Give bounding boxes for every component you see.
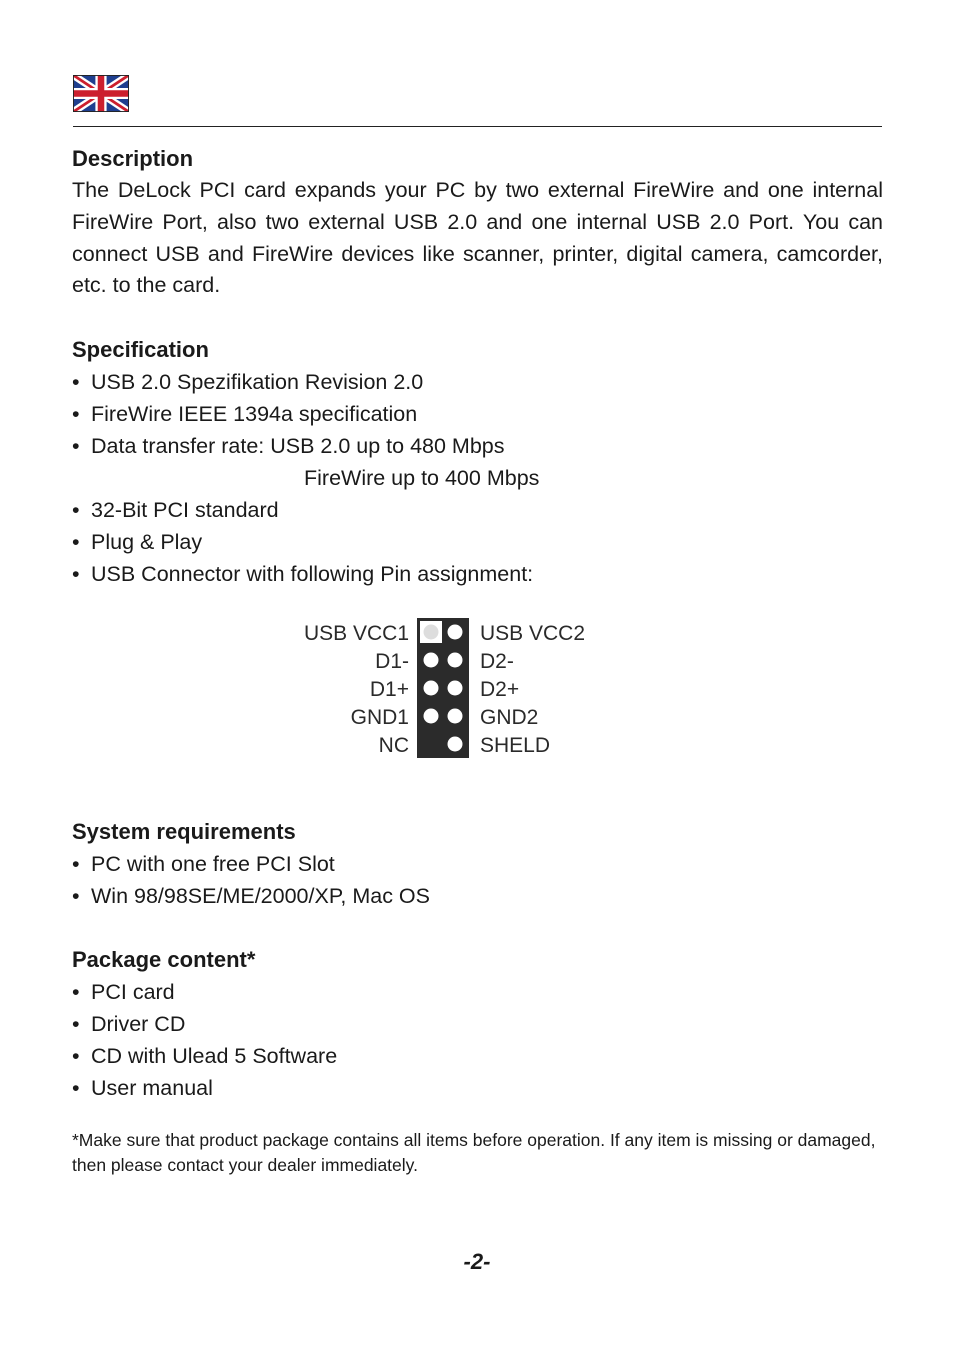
description-heading: Description (72, 146, 194, 171)
pin-label-left: D1+ (369, 678, 409, 701)
pin-d1-minus (424, 653, 439, 668)
pin-label-right: GND2 (480, 706, 539, 729)
pin-gnd2 (448, 709, 463, 724)
list-item: • FireWire IEEE 1394a specification (72, 398, 539, 430)
list-item: • PCI card (72, 976, 337, 1008)
list-item: • PC with one free PCI Slot (72, 848, 430, 880)
system-requirements-list (72, 848, 430, 912)
pin-gnd1 (424, 709, 439, 724)
uk-flag-icon (73, 75, 129, 112)
package-content-heading: Package content* (72, 947, 256, 972)
pin-usb-vcc1 (424, 625, 439, 640)
header-divider (73, 126, 882, 127)
pin-label-left: NC (378, 734, 409, 757)
pin-label-right: D2+ (480, 678, 520, 701)
description-text: The DeLock PCI card expands your PC by two external FireWire and one internal FireWire Port, also two external USB 2.0 and one internal USB 2.0 Port. You can connect USB and FireWire devices like scanner, printer, digital camera, camcorder, etc. to the card. (72, 178, 883, 298)
pin-d2-plus (448, 681, 463, 696)
pin-sheld (448, 737, 463, 752)
pin-label-left: GND1 (350, 706, 409, 729)
list-item: • USB Connector with following Pin assignment: (72, 558, 539, 590)
list-item: • Driver CD (72, 1008, 337, 1040)
list-item: • Win 98/98SE/ME/2000/XP, Mac OS (72, 880, 430, 912)
list-item: • Plug & Play (72, 526, 539, 558)
list-item: • Data transfer rate: USB 2.0 up to 480 Mbps (72, 430, 539, 462)
usb-pin-diagram (270, 612, 630, 762)
pin-label-left: D1- (375, 650, 409, 673)
specification-heading: Specification (72, 337, 209, 362)
pin-label-left: USB VCC1 (303, 622, 409, 645)
pin-d1-plus (424, 681, 439, 696)
specification-list (72, 366, 539, 590)
list-item: • USB 2.0 Spezifikation Revision 2.0 (72, 366, 539, 398)
page-number: -2- (463, 1249, 491, 1274)
footnote: *Make sure that product package contains all items before operation. If any item is missing or damaged, then please contact your dealer immediately. (72, 1130, 876, 1175)
pin-usb-vcc2 (448, 625, 463, 640)
pin-label-right: D2- (480, 650, 514, 673)
pin-d2-minus (448, 653, 463, 668)
pin-label-right: USB VCC2 (480, 622, 586, 645)
list-item: • 32-Bit PCI standard (72, 494, 539, 526)
list-item-continuation: FireWire up to 400 Mbps (304, 466, 540, 490)
pin-label-right: SHELD (480, 734, 551, 757)
list-item: • CD with Ulead 5 Software (72, 1040, 337, 1072)
package-content-list (72, 976, 337, 1104)
system-requirements-heading: System requirements (72, 819, 296, 844)
list-item: • User manual (72, 1072, 337, 1104)
